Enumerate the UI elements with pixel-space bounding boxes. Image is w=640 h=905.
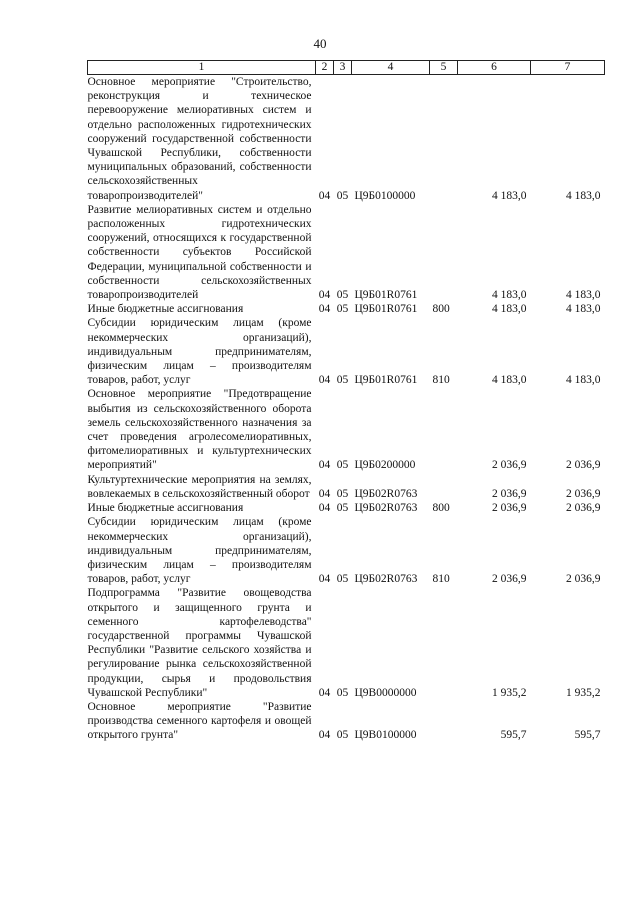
row-section: 04 — [318, 686, 331, 699]
row-amount-7: 4 183,0 — [566, 289, 601, 302]
row-section: 04 — [318, 303, 331, 316]
table-row — [88, 316, 605, 387]
row-target-code: Ц9Б02R0763 — [354, 487, 418, 500]
row-name: Культуртехнические мероприятия на землях, вовлекаемых в сельскохозяйственный оборот — [87, 473, 312, 500]
row-subsection: 05 — [336, 502, 349, 515]
row-target-code: Ц9Б0100000 — [354, 189, 416, 202]
row-name: Подпрограмма "Развитие овощеводства открытого и защищенного грунта и семенного картофелеводства" государственной программы Чувашской Республики "Развитие сельского хозяйства и регулирование рынка сельскохозяйственной продукции, сырья и продовольствия Чувашской Республики" — [87, 587, 312, 699]
table-row — [88, 700, 605, 743]
column-header-1: 1 — [88, 61, 316, 75]
row-subsection: 05 — [336, 573, 349, 586]
row-subsection: 05 — [336, 459, 349, 472]
row-expense-type — [430, 75, 458, 203]
row-expense-type: 810 — [432, 573, 450, 586]
row-section: 04 — [318, 374, 331, 387]
row-amount-7: 595,7 — [574, 729, 601, 742]
row-target-code: Ц9Б01R0761 — [354, 303, 418, 316]
row-subsection: 05 — [336, 189, 349, 202]
table-header-row — [88, 61, 605, 75]
row-amount-6: 595,7 — [500, 729, 527, 742]
page-number: 40 — [313, 36, 327, 51]
row-target-code: Ц9Б02R0763 — [354, 502, 418, 515]
row-target-code: Ц9В0100000 — [354, 729, 417, 742]
row-name: Основное мероприятие "Предотвращение выбытия из сельскохозяйственного оборота земель сельскохозяйственного назначения за счет проведения агролесомелиоративных, фитомелиоративных и культуртехнических мероприятий" — [87, 388, 312, 472]
column-header-3: 3 — [334, 61, 352, 75]
row-section: 04 — [318, 573, 331, 586]
table-row — [88, 387, 605, 472]
row-target-code: Ц9Б01R0761 — [354, 374, 418, 387]
row-amount-7: 4 183,0 — [566, 189, 601, 202]
row-name: Развитие мелиоративных систем и отдельно расположенных гидротехнических сооружений, относящихся к государственной собственности субъектов Российской Федерации, муниципальной собственности и собственности сельскохозяйственных товаропроизводителей — [87, 203, 312, 302]
row-expense-type: 800 — [432, 303, 450, 316]
row-target-code: Ц9В0000000 — [354, 686, 417, 699]
row-subsection: 05 — [336, 729, 349, 742]
row-name: Субсидии юридическим лицам (кроме некоммерческих организаций), индивидуальным предпринимателям, физическим лицам – производителям товаров, работ, услуг — [87, 317, 312, 387]
column-header-4: 4 — [352, 61, 430, 75]
row-section: 04 — [318, 459, 331, 472]
row-expense-type — [430, 203, 458, 302]
row-amount-7: 2 036,9 — [566, 459, 601, 472]
row-expense-type — [430, 700, 458, 743]
row-amount-6: 2 036,9 — [492, 502, 527, 515]
row-amount-7: 4 183,0 — [566, 303, 601, 316]
row-amount-7: 1 935,2 — [566, 686, 601, 699]
row-amount-6: 1 935,2 — [492, 686, 527, 699]
row-name: Субсидии юридическим лицам (кроме некоммерческих организаций), индивидуальным предпринимателям, физическим лицам – производителям товаров, работ, услуг — [87, 516, 312, 586]
row-amount-7: 2 036,9 — [566, 573, 601, 586]
row-amount-6: 4 183,0 — [492, 303, 527, 316]
column-header-5: 5 — [430, 61, 458, 75]
budget-table — [87, 60, 605, 743]
row-amount-6: 2 036,9 — [492, 459, 527, 472]
row-subsection: 05 — [336, 303, 349, 316]
row-amount-6: 4 183,0 — [492, 289, 527, 302]
row-amount-7: 2 036,9 — [566, 502, 601, 515]
row-subsection: 05 — [336, 374, 349, 387]
row-subsection: 05 — [336, 289, 349, 302]
table-row — [88, 515, 605, 586]
table-row — [88, 586, 605, 700]
table-row — [88, 75, 605, 203]
row-section: 04 — [318, 487, 331, 500]
row-subsection: 05 — [336, 686, 349, 699]
row-name: Иные бюджетные ассигнования — [87, 303, 244, 316]
table-row — [88, 501, 605, 515]
row-expense-type — [430, 586, 458, 700]
row-section: 04 — [318, 189, 331, 202]
row-name: Основное мероприятие "Развитие производства семенного картофеля и овощей открытого грунта" — [87, 700, 312, 742]
row-subsection: 05 — [336, 487, 349, 500]
row-name: Иные бюджетные ассигнования — [87, 502, 244, 515]
row-expense-type: 800 — [432, 502, 450, 515]
table-row — [88, 473, 605, 501]
row-target-code: Ц9Б01R0761 — [354, 289, 418, 302]
row-expense-type — [430, 473, 458, 501]
row-amount-6: 4 183,0 — [492, 189, 527, 202]
row-amount-6: 2 036,9 — [492, 487, 527, 500]
row-amount-7: 2 036,9 — [566, 487, 601, 500]
table-row — [88, 302, 605, 316]
table-row — [88, 203, 605, 302]
row-expense-type: 810 — [432, 374, 450, 387]
row-section: 04 — [318, 729, 331, 742]
row-section: 04 — [318, 502, 331, 515]
row-amount-6: 2 036,9 — [492, 573, 527, 586]
row-amount-7: 4 183,0 — [566, 374, 601, 387]
row-target-code: Ц9Б0200000 — [354, 459, 416, 472]
column-header-7: 7 — [531, 61, 605, 75]
column-header-6: 6 — [458, 61, 531, 75]
column-header-2: 2 — [316, 61, 334, 75]
row-name: Основное мероприятие "Строительство, реконструкция и техническое перевооружение мелиоративных систем и отдельно расположенных гидротехнических сооружений государственной собственности Чувашской Республики, собственности муниципальных образований, собственности сельскохозяйственных товаропроизводителей" — [87, 76, 312, 202]
row-target-code: Ц9Б02R0763 — [354, 573, 418, 586]
row-amount-6: 4 183,0 — [492, 374, 527, 387]
row-section: 04 — [318, 289, 331, 302]
row-expense-type — [430, 387, 458, 472]
